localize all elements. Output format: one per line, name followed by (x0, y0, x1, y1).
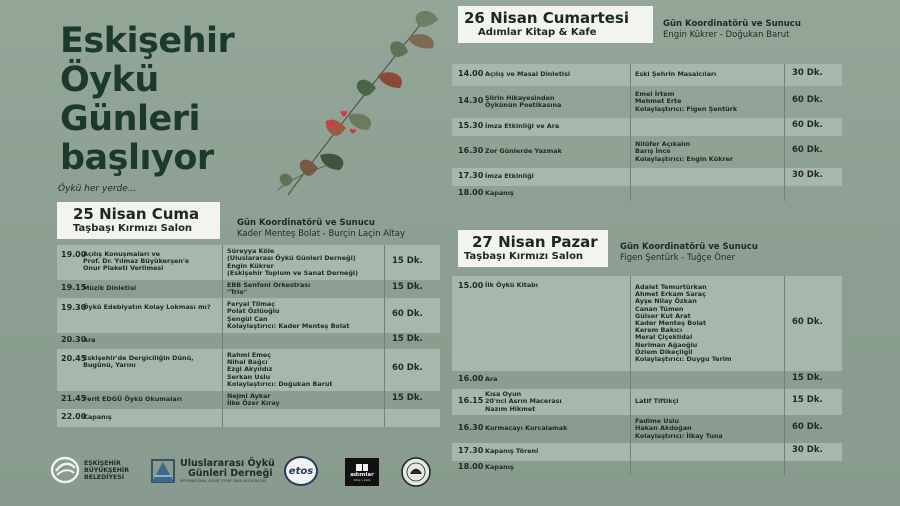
row-duration: 15 Dk. (392, 393, 423, 403)
day1-coord-names: Kader Menteş Bolat - Burçin Laçin Altay (237, 229, 405, 239)
row-time: 15.30 (458, 121, 484, 130)
row-time: 16.15 (458, 396, 484, 405)
row-event (485, 190, 514, 197)
row-event (83, 251, 189, 273)
day2-venue: Adımlar Kitap & Kafe (478, 27, 597, 38)
day2-coord-names: Engin Kükrer - Doğukan Barut (663, 30, 790, 40)
event-line: Kapanış (83, 413, 112, 422)
event-line: İlk Öykü Kitabı (485, 281, 538, 289)
person-line: Ayşe Nilay Özkan (635, 297, 697, 306)
row-duration: 60 Dk. (392, 363, 423, 373)
municipality-line-2: BÜYÜKŞEHİR (84, 466, 129, 474)
person-line: Nejmi Aykar (227, 391, 271, 400)
person-line: Kader Menteş Bolat (635, 318, 707, 327)
row-duration: 60 Dk. (792, 145, 823, 155)
row-event (485, 173, 534, 180)
schedule-row (57, 245, 440, 280)
row-people (635, 398, 678, 405)
day1-coordinators (237, 218, 405, 240)
seal-emblem-icon (400, 456, 432, 488)
headline-line-2: Öykü Günleri (60, 60, 201, 139)
person-line: Kolaylaştırıcı: Engin Kükrer (635, 154, 734, 163)
event-line: Ara (83, 336, 96, 345)
row-event (83, 355, 194, 369)
sponsor-logos (50, 452, 440, 492)
row-event (83, 396, 182, 403)
row-duration: 15 Dk. (392, 282, 423, 292)
row-event (83, 285, 136, 292)
headline-line-1: Eskişehir (60, 21, 235, 61)
row-people (635, 71, 716, 78)
person-line: Barış İnce (635, 147, 671, 156)
schedule-row (57, 333, 440, 349)
day1-venue: Taşbaşı Kırmızı Salon (73, 223, 193, 234)
event-line: Kısa Oyun (485, 390, 522, 399)
row-people (227, 393, 280, 407)
event-line: Açılış Konuşmaları ve (83, 250, 161, 258)
event-line: Öykünün Poetikasına (485, 101, 562, 109)
column-divider (630, 64, 631, 201)
row-time: 19.00 (61, 250, 87, 259)
event-line: Kapanış (485, 188, 514, 197)
row-time: 21.45 (61, 394, 87, 403)
row-duration: 15 Dk. (392, 334, 423, 344)
person-line: Polat Özlüoğlu (227, 307, 280, 316)
person-line: İlke Özer Kıray (227, 399, 280, 407)
day2-header (458, 6, 653, 43)
headline (60, 22, 300, 178)
schedule-row (57, 349, 440, 391)
row-event (485, 148, 562, 155)
association-emblem-icon (150, 458, 176, 484)
event-line: Açılış ve Masal Dinletisi (485, 70, 571, 79)
event-line: Ferit EDGÜ Öykü Okumaları (83, 395, 183, 404)
event-line: İmza Etkinliği ve Ara (485, 122, 560, 131)
row-event (485, 123, 559, 130)
person-line: EBB Senfoni Orkestrası (227, 280, 311, 289)
day3-header (458, 230, 608, 267)
row-event (485, 95, 561, 109)
leaves-illustration-icon (268, 0, 448, 200)
day1-coord-label: Gün Koordinatörü ve Sunucu (237, 218, 375, 228)
person-line: Meral Çiçeklidal (635, 333, 693, 342)
headline-line-3: başlıyor (60, 138, 214, 178)
person-line: (Eskişehir Toplum ve Sanat Derneği) (227, 268, 359, 277)
row-people (635, 418, 723, 440)
row-time: 19.15 (61, 283, 87, 292)
person-line: "Trio" (227, 288, 248, 296)
day2-coord-label: Gün Koordinatörü ve Sunucu (663, 19, 801, 29)
row-duration: 15 Dk. (792, 373, 823, 383)
day3-venue: Taşbaşı Kırmızı Salon (464, 251, 584, 262)
row-time: 20.30 (61, 335, 87, 344)
person-line: Emel İrtem (635, 90, 675, 99)
municipality-emblem-icon (50, 456, 80, 484)
association-line-2: Günleri Derneği (188, 468, 273, 479)
person-line: Ezgi Akyıldız (227, 365, 273, 374)
row-event (83, 304, 211, 311)
row-duration: 30 Dk. (792, 68, 823, 78)
row-duration: 15 Dk. (792, 395, 823, 405)
person-line: Süreyya Köle (227, 247, 275, 256)
event-line: Zor Günlerde Yazmak (485, 147, 562, 156)
row-time: 16.00 (458, 374, 484, 383)
row-duration: 60 Dk. (792, 120, 823, 130)
row-time: 14.00 (458, 69, 484, 78)
person-line: Serkan Uslu (227, 372, 271, 381)
row-duration: 15 Dk. (392, 255, 423, 266)
day2-title: 26 Nisan Cumartesi (464, 9, 629, 27)
event-line: Onur Plaketi Verilmesi (83, 264, 164, 273)
person-line: Nihal Bağcı (227, 358, 268, 367)
person-line: Eski Şehrin Masalcıları (635, 70, 717, 79)
row-duration: 60 Dk. (792, 316, 823, 327)
etos-logo (284, 456, 318, 486)
day3-schedule (452, 276, 842, 502)
person-line: Feryal Tilmaç (227, 300, 275, 309)
event-line: Eskişehir'de Dergiciliğin Dünü, (83, 354, 194, 362)
person-line: Kerem Bakıcı (635, 326, 683, 335)
person-line: Ahmet Erkam Saraç (635, 290, 706, 299)
row-event (485, 376, 497, 383)
event-line: Müzik Dinletisi (83, 284, 137, 293)
row-event (485, 448, 538, 455)
row-event (485, 391, 562, 413)
adimlar-sub: kitap | kafe (353, 477, 371, 482)
row-time: 16.30 (458, 423, 484, 432)
day3-coordinators (620, 242, 758, 264)
row-time: 22.00 (61, 412, 87, 421)
event-line: Ara (485, 375, 498, 384)
event-line: İmza Etkinliği (485, 172, 534, 181)
etos-text: etos (288, 465, 314, 477)
event-line: Nazım Hikmet (485, 404, 536, 413)
person-line: Kolaylaştırıcı: Duygu Terim (635, 354, 732, 363)
event-line: Kurmacayı Kurcalamak (485, 424, 568, 433)
day2-schedule (452, 64, 842, 221)
association-logo (150, 458, 275, 484)
adimlar-icon (355, 463, 369, 472)
column-divider (784, 276, 785, 475)
association-sub: INTERNATIONAL SHORT STORY DAYS ASSOCIATION (180, 479, 266, 483)
association-line-1: Uluslararası Öykü (180, 458, 275, 469)
day1-title: 25 Nisan Cuma (73, 205, 200, 223)
municipality-logo (50, 456, 129, 484)
day2-coordinators (663, 19, 801, 41)
adimlar-logo (345, 458, 379, 486)
adimlar-text: adımlar (350, 471, 374, 478)
row-event (485, 71, 570, 78)
event-line: Prof. Dr. Yılmaz Büyükerşen'e (83, 257, 190, 266)
event-line: Şiirin Hikayesinden (485, 93, 555, 102)
row-event (485, 464, 514, 471)
municipality-line-3: BELEDİYESİ (84, 473, 125, 481)
row-people (227, 248, 358, 277)
schedule-row (57, 280, 440, 298)
row-time: 14.30 (458, 96, 484, 105)
row-time: 16.30 (458, 146, 484, 155)
event-line: Kapanış (485, 463, 514, 472)
person-line: Adalet Temurtürkan (635, 282, 707, 291)
row-duration: 60 Dk. (792, 95, 823, 105)
event-line: Kapanış Töreni (485, 447, 539, 456)
row-time: 18.00 (458, 462, 484, 471)
person-line: Engin Kükrer (227, 261, 274, 270)
row-time: 17.30 (458, 171, 484, 180)
day3-title: 27 Nisan Pazar (472, 233, 598, 251)
column-divider (630, 276, 631, 475)
row-people (227, 301, 349, 330)
person-line: Fadime Uslu (635, 417, 680, 426)
row-time: 15.00 (458, 281, 484, 290)
person-line: Mehmet Erte (635, 97, 682, 106)
row-people (635, 141, 733, 163)
schedule-row (57, 391, 440, 409)
person-line: Neriman Ağaoğlu (635, 340, 698, 349)
row-duration: 60 Dk. (792, 422, 823, 432)
person-line: Özlem Dikeçligil (635, 347, 693, 356)
person-line: Kolaylaştırıcı: Doğukan Barut (227, 379, 333, 388)
column-divider (222, 245, 223, 427)
row-time: 18.00 (458, 187, 484, 197)
row-time: 20.45 (61, 354, 87, 363)
person-line: Rahmi Emeç (227, 351, 272, 359)
event-line: Bugünü, Yarını (83, 361, 136, 370)
row-event (485, 425, 567, 432)
day3-coord-names: Figen Şentürk - Tuğçe Öner (620, 253, 736, 263)
row-event (83, 414, 112, 421)
row-duration: 30 Dk. (792, 445, 823, 455)
day3-coord-label: Gün Koordinatörü ve Sunucu (620, 242, 758, 252)
person-line: Şengül Can (227, 314, 268, 323)
row-people (227, 352, 332, 388)
row-people (635, 91, 737, 113)
row-time: 17.30 (458, 446, 484, 455)
person-line: Kolaylaştırıcı: Kader Menteş Bolat (227, 321, 350, 330)
person-line: Nilüfer Açıkalın (635, 140, 691, 149)
row-duration: 30 Dk. (792, 170, 823, 180)
event-line: 20'nci Asrın Macerası (485, 397, 562, 406)
person-line: Canan Tümen (635, 304, 684, 313)
column-divider (384, 245, 385, 427)
row-people (635, 284, 732, 363)
seal-logo (400, 456, 432, 488)
row-people (227, 282, 310, 296)
person-line: Kolaylaştırıcı: Figen Şentürk (635, 104, 738, 113)
row-event (83, 337, 95, 344)
schedule-row (57, 298, 440, 333)
row-event (485, 282, 538, 289)
schedule-row (57, 409, 440, 427)
row-time: 19.30 (61, 303, 87, 312)
event-line: Öykü Edebiyatın Kolay Lokması mı? (83, 303, 211, 311)
person-line: Latif Tiftikçi (635, 397, 679, 406)
person-line: Gülser Kut Arat (635, 311, 691, 320)
day1-schedule (57, 245, 440, 443)
person-line: Hakan Akdoğan (635, 424, 692, 433)
person-line: Kolaylaştırıcı: İlkay Tuna (635, 431, 723, 440)
person-line: (Uluslararası Öykü Günleri Derneği) (227, 254, 356, 263)
column-divider (784, 64, 785, 201)
row-duration: 60 Dk. (392, 308, 423, 319)
day1-header (57, 202, 220, 239)
tagline: Öykü her yerde... (58, 184, 137, 194)
municipality-line-1: ESKİŞEHİR (84, 459, 121, 467)
